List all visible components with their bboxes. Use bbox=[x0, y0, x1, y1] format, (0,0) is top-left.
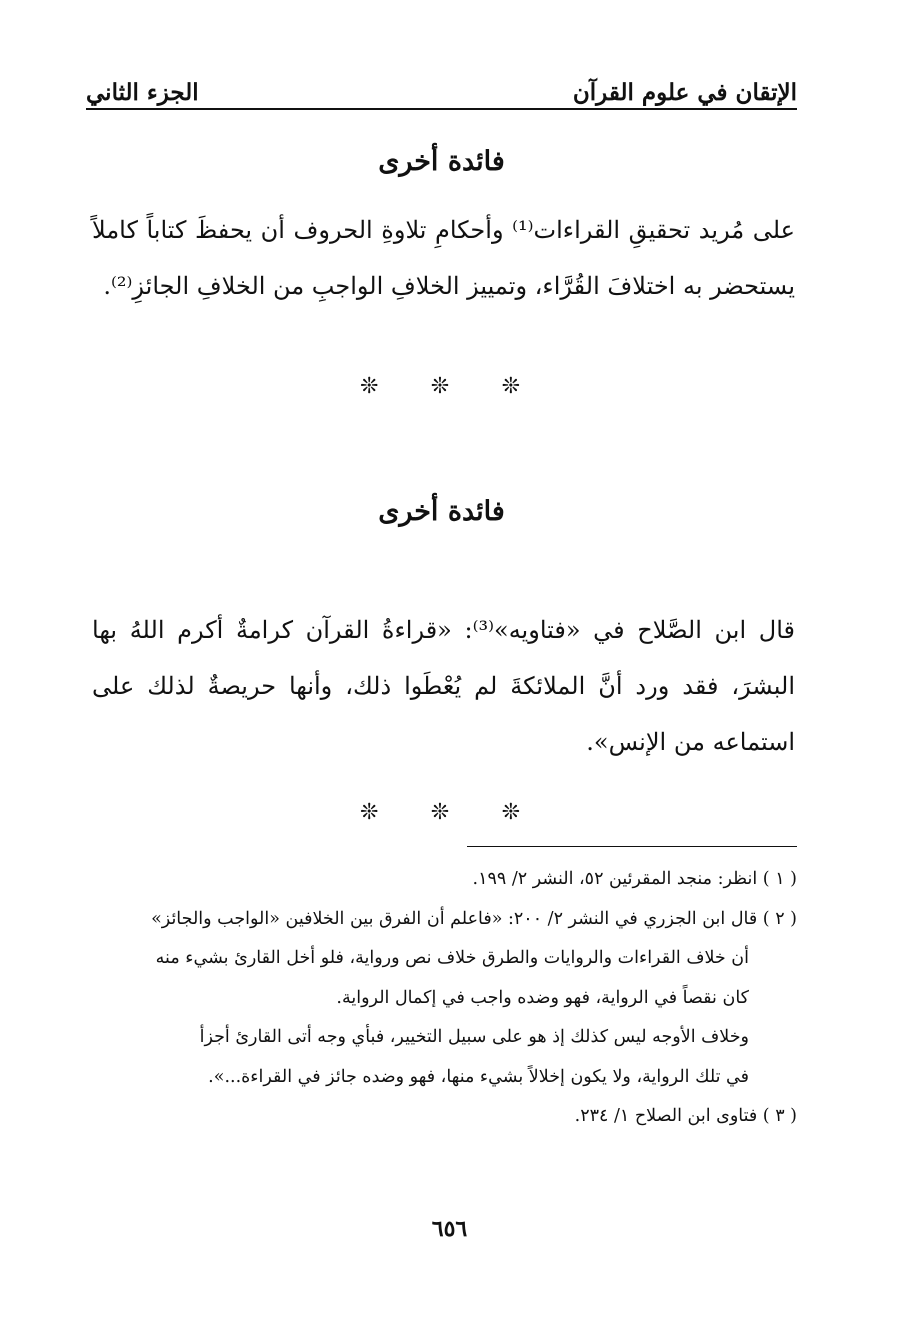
body-paragraph: قال ابن الصَّلاح في «فتاويه»⁽³⁾: «قراءةُ القرآن كرامةٌ أكرم اللهُ بها البشرَ، فقد ورد أنَّ الملائكةَ لم يُعْطَوا ذلك، وأنها حريصةٌ لذلك على استماعه من الإنس». bbox=[92, 616, 796, 756]
page-number: ٦٥٦ bbox=[431, 1216, 468, 1242]
asterism-glyph: ❊ bbox=[430, 800, 450, 825]
section-separator bbox=[360, 800, 520, 825]
volume-label: الجزء الثاني bbox=[86, 79, 199, 106]
header-rule bbox=[86, 108, 797, 110]
section-heading: فائدة أخرى bbox=[378, 146, 505, 177]
footnote-2-line: كان نقصاً في الرواية، فهو وضده واجب في إكمال الرواية. bbox=[336, 987, 749, 1008]
section-heading: فائدة أخرى bbox=[378, 496, 505, 527]
book-title: الإتقان في علوم القرآن bbox=[572, 79, 797, 106]
running-header bbox=[86, 66, 797, 106]
footnote-2-line: في تلك الرواية، ولا يكون إخلالاً بشيء منها، فهو وضده جائز في القراءة...». bbox=[208, 1066, 749, 1087]
section-separator bbox=[360, 374, 520, 399]
footnote-1: ( ١ ) انظر: منجد المقرئين ٥٢، النشر ٢/ ١٩٩. bbox=[472, 869, 797, 889]
asterism-glyph: ❊ bbox=[501, 374, 520, 399]
body-paragraph: على مُريد تحقيقِ القراءات⁽¹⁾ وأحكامِ تلاوةِ الحروف أن يحفظَ كتاباً كاملاً يستحضر به اختلافَ القُرَّاء، وتمييز الخلافِ الواجبِ من الخلافِ الجائزِ⁽²⁾. bbox=[92, 216, 796, 300]
asterism-glyph: ❊ bbox=[360, 374, 379, 399]
footnotes bbox=[92, 860, 797, 1137]
asterism-glyph: ❊ bbox=[360, 800, 379, 825]
asterism-glyph: ❊ bbox=[501, 800, 520, 825]
footnote-2-line: ( ٢ ) قال ابن الجزري في النشر ٢/ ٢٠٠: «فاعلم أن الفرق بين الخلافين «الواجب والجائز» bbox=[151, 908, 797, 929]
footnote-3: ( ٣ ) فتاوى ابن الصلاح ١/ ٢٣٤. bbox=[574, 1106, 797, 1126]
footnote-2-line: وخلاف الأوجه ليس كذلك إذ هو على سبيل التخيير، فبأي وجه أتى القارئ أجزأ bbox=[199, 1027, 749, 1047]
footnote-2-line: أن خلاف القراءات والروايات والطرق خلاف نص ورواية، فلو أخل القارئ بشيء منه bbox=[155, 948, 749, 968]
footnote-rule bbox=[467, 846, 797, 847]
asterism-glyph: ❊ bbox=[430, 374, 450, 399]
